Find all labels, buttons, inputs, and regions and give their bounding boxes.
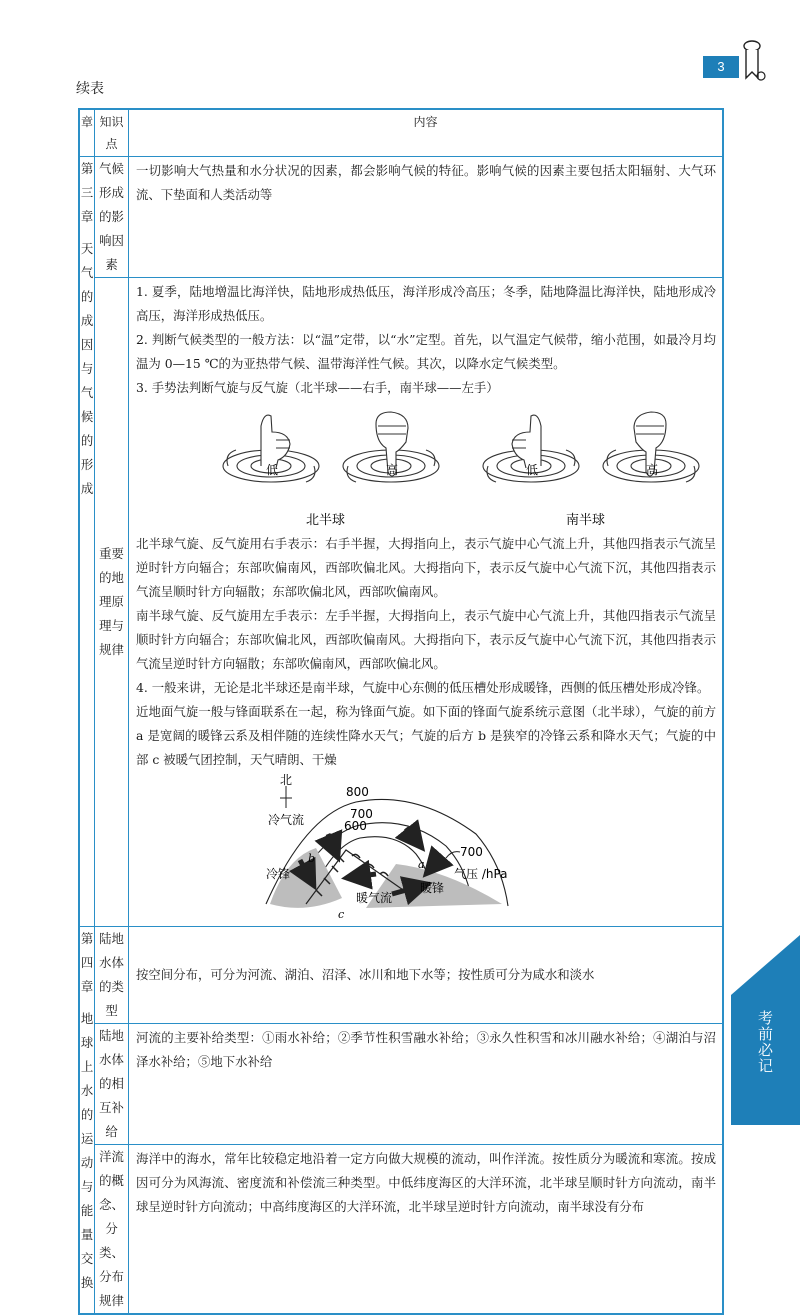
point-a-label: a bbox=[418, 858, 425, 871]
hand-label-high-1: 高 bbox=[386, 463, 399, 477]
content-water-types: 按空间分布，可分为河流、湖泊、沼泽、冰川和地下水等；按性质可分为咸水和淡水 bbox=[129, 927, 724, 1024]
frontal-cyclone-figure bbox=[246, 774, 546, 922]
kp-principles: 重要的地理原理与规律 bbox=[95, 278, 129, 927]
point-c-label: c bbox=[338, 908, 345, 921]
cold-flow-label: 冷气流 bbox=[268, 813, 305, 827]
hand-gesture-figure bbox=[216, 404, 716, 532]
bookmark-icon bbox=[740, 38, 770, 86]
point-b-label: b bbox=[308, 852, 316, 865]
chapter4-cell: 第 四 章 地 球 上 水 的 运 动 与 能 量 交 换 bbox=[79, 927, 95, 1315]
isobar-600-label: 600 bbox=[344, 819, 367, 833]
content-ocean-currents: 海洋中的海水，常年比较稳定地沿着一定方向做大规模的流动，叫作洋流。按性质分为暖流和寒流。按成因可分为风海流、密度流和补偿流三种类型。中低纬度海区的大洋环流，北半球呈顺时针方向流动，南半球呈逆时针方向流动；中高纬度海区的大洋环流，北半球呈逆时针方向流动，南半球没有分布 bbox=[129, 1145, 724, 1315]
legend-isobar-value: 700 bbox=[460, 845, 483, 859]
north-label: 北 bbox=[280, 774, 293, 787]
table-row bbox=[79, 1024, 723, 1145]
kp-water-recharge: 陆地水体的相互补给 bbox=[95, 1024, 129, 1145]
table-row bbox=[79, 1145, 723, 1315]
header-knowledge-point: 知识点 bbox=[95, 109, 129, 157]
header-chapter: 章 bbox=[79, 109, 95, 157]
content-climate-factors: 一切影响大气热量和水分状况的因素，都会影响气候的特征。影响气候的因素主要包括太阳辐射、大气环流、下垫面和人类活动等 bbox=[129, 157, 724, 278]
content-principles: 1. 夏季，陆地增温比海洋快，陆地形成热低压，海洋形成冷高压；冬季，陆地降温比海洋快，陆地形成冷高压，海洋形成热低压。 2. 判断气候类型的一般方法：以“温”定带，以“水”定型。首先，以气温定气候带，缩小范围，如最冷月均温为 0—15 ℃的为亚热带气候、温带海洋性气候。其次，以降水定气候类型。 3. 手势法判断气旋与反气旋（北半球——右手，南半球——左手） 低 高 低 高 北半球 南半球 北半球气旋、反气旋用右手表示：右手半握，大拇指向上，表示气旋中心气流上升，其他四指表示气流呈逆时针方向辐合；东部吹偏南风，西部吹偏北风。大拇指向下，表示反气旋中心气流下沉，其他四指表示气流呈顺时针方向辐散；东部吹偏北风，西部吹偏南风。 南半球气旋、反气旋用左手表示：左手半握，大拇指向上，表示气旋中心气流上升，其他四指表示气流呈顺时针方向辐合；东部吹偏北风，西部吹偏南风。大拇指向下，表示反气旋中心气流下沉，其他四指表示气流呈逆时针方向辐散；东部吹偏南风，西部吹偏北风。 4. 一般来讲，无论是北半球还是南半球，气旋中心东侧的低压槽处形成暖锋，西侧的低压槽处形成冷锋。 近地面气旋一般与锋面联系在一起，称为锋面气旋。如下面的锋面气旋系统示意图（北半球），气旋的前方 a 是宽阔的暖锋云系及相伴随的连续性降水天气；气旋的后方 b 是狭窄的冷锋云系和降水天气；气旋的中部 c 被暖气团控制，天气晴朗、干燥 北 800 700 600 冷气流 暖气流 冷锋 暖锋 a b c 700 气压 /hPa bbox=[129, 278, 724, 927]
side-tab-label: 考前必记 bbox=[756, 1010, 774, 1074]
warm-flow-label: 暖气流 bbox=[356, 891, 393, 905]
continuation-label: 续表 bbox=[76, 81, 104, 97]
knowledge-table bbox=[78, 108, 724, 1315]
table-header-row bbox=[79, 109, 723, 157]
table-row bbox=[79, 278, 723, 927]
warm-front-label: 暖锋 bbox=[420, 881, 445, 895]
content-water-recharge: 河流的主要补给类型：①雨水补给；②季节性积雪融水补给；③永久性积雪和冰川融水补给；④湖泊与沼泽水补给；⑤地下水补给 bbox=[129, 1024, 724, 1145]
chapter3-cell: 第 三 章 天 气 的 成 因 与 气 候 的 形 成 bbox=[79, 157, 95, 927]
table-row bbox=[79, 157, 723, 278]
hand-label-low-2: 低 bbox=[526, 463, 539, 477]
kp-water-types: 陆地水体的类型 bbox=[95, 927, 129, 1024]
page-number: 3 bbox=[703, 56, 739, 78]
table-row bbox=[79, 927, 723, 1024]
header-content: 内容 bbox=[129, 109, 724, 157]
hand-label-high-2: 高 bbox=[646, 463, 659, 477]
cold-front-label: 冷锋 bbox=[266, 867, 291, 881]
south-hemisphere-label: 南半球 bbox=[566, 513, 606, 528]
isobar-800-label: 800 bbox=[346, 785, 369, 799]
kp-ocean-currents: 洋流的概念、分类、分布规律 bbox=[95, 1145, 129, 1315]
kp-climate-factors: 气候形成的影响因素 bbox=[95, 157, 129, 278]
legend-unit-label: 气压 /hPa bbox=[454, 867, 508, 881]
isobar-700-label: 700 bbox=[350, 807, 373, 821]
north-hemisphere-label: 北半球 bbox=[306, 513, 346, 528]
hand-label-low-1: 低 bbox=[266, 463, 279, 477]
